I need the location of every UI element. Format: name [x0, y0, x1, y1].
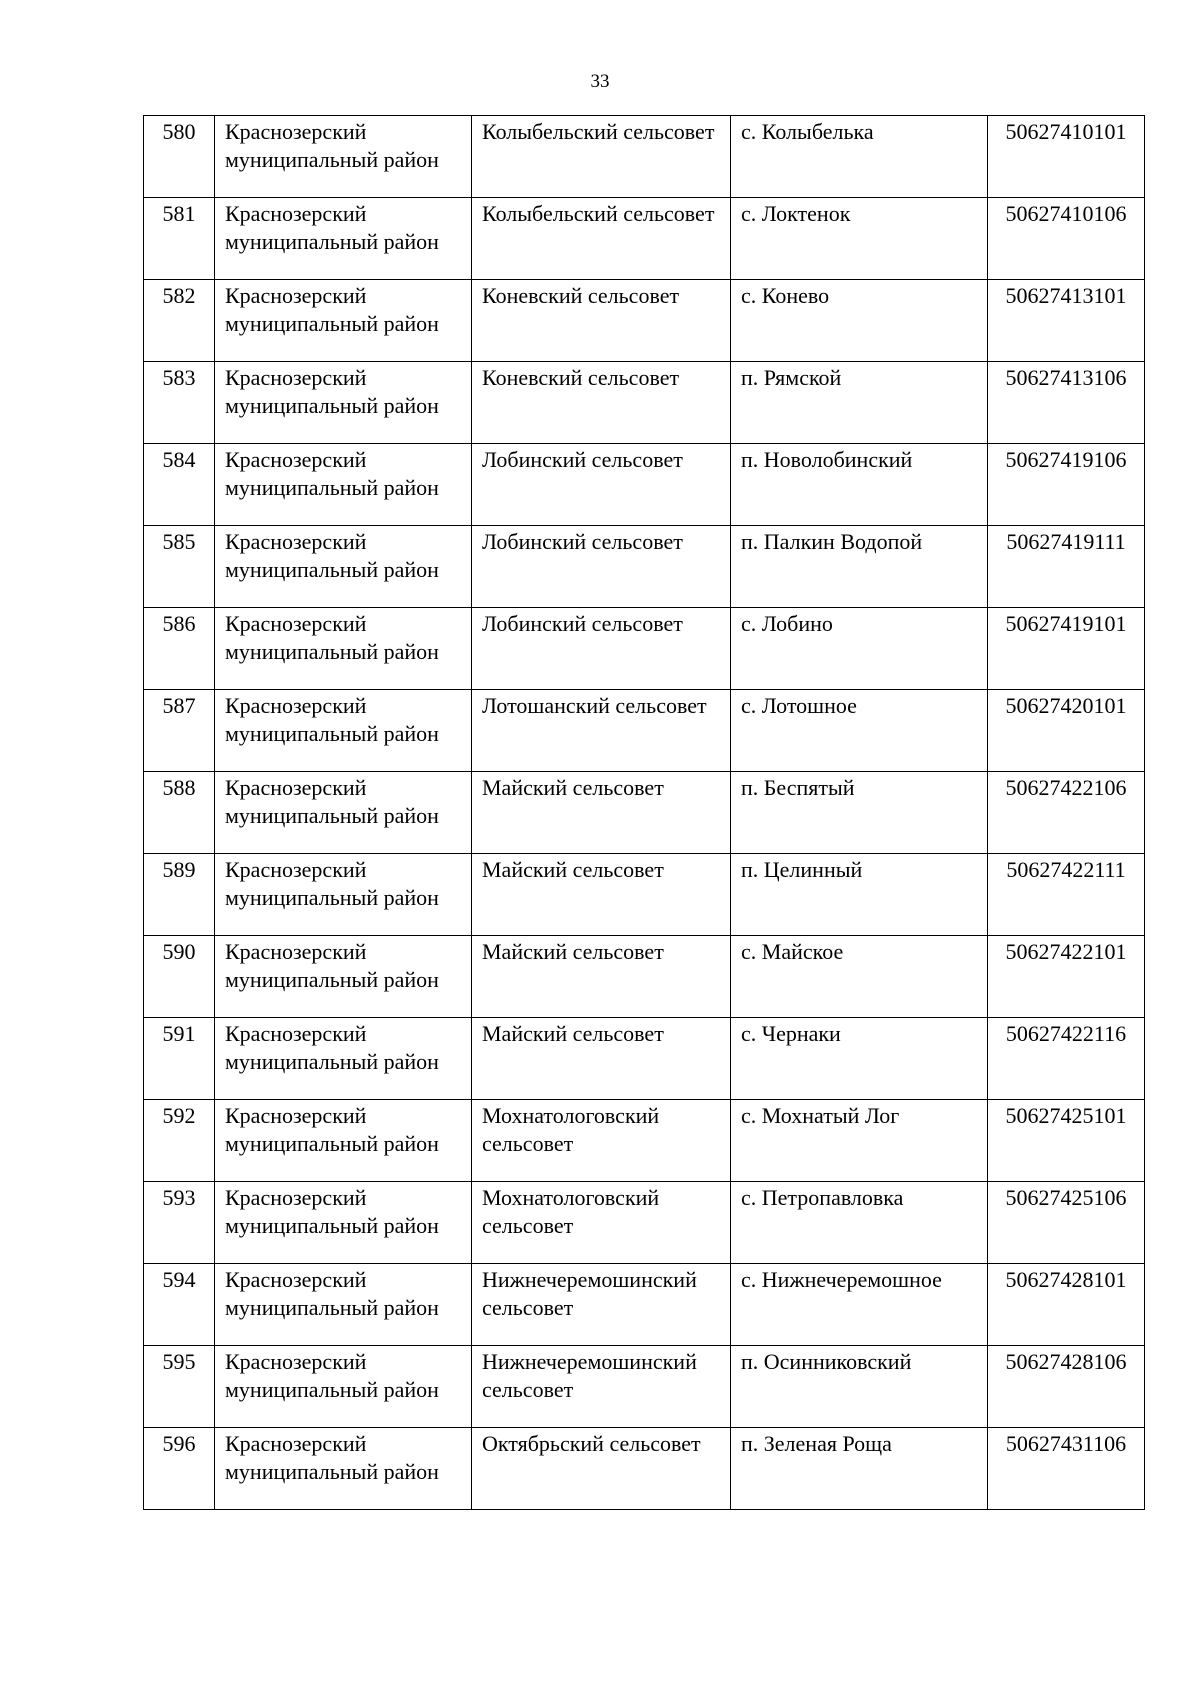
- oktmo-code-cell: 50627420101: [988, 690, 1145, 772]
- row-number-cell: 587: [144, 690, 215, 772]
- district-name-cell: Краснозерский муниципальный район: [215, 1428, 472, 1510]
- council-name-cell: Колыбельский сельсовет: [472, 198, 731, 280]
- table-row: [144, 1264, 1145, 1346]
- table-row: [144, 198, 1145, 280]
- table-row: [144, 1428, 1145, 1510]
- locality-name-cell: с. Чернаки: [731, 1018, 988, 1100]
- oktmo-code-cell: 50627419101: [988, 608, 1145, 690]
- locality-name-cell: п. Целинный: [731, 854, 988, 936]
- table-row: [144, 1100, 1145, 1182]
- locality-name-cell: п. Зеленая Роща: [731, 1428, 988, 1510]
- council-name-cell: Нижнечеремошинский сельсовет: [472, 1346, 731, 1428]
- settlements-table-body: [144, 116, 1145, 1510]
- oktmo-code-cell: 50627413101: [988, 280, 1145, 362]
- oktmo-code-cell: 50627431106: [988, 1428, 1145, 1510]
- page-number: 33: [590, 71, 610, 92]
- locality-name-cell: с. Петропавловка: [731, 1182, 988, 1264]
- district-name-cell: Краснозерский муниципальный район: [215, 772, 472, 854]
- locality-name-cell: п. Палкин Водопой: [731, 526, 988, 608]
- council-name-cell: Лотошанский сельсовет: [472, 690, 731, 772]
- table-row: [144, 936, 1145, 1018]
- table-row: [144, 1182, 1145, 1264]
- district-name-cell: Краснозерский муниципальный район: [215, 198, 472, 280]
- row-number-cell: 593: [144, 1182, 215, 1264]
- oktmo-code-cell: 50627422101: [988, 936, 1145, 1018]
- row-number-cell: 585: [144, 526, 215, 608]
- district-name-cell: Краснозерский муниципальный район: [215, 854, 472, 936]
- table-row: [144, 116, 1145, 198]
- oktmo-code-cell: 50627428101: [988, 1264, 1145, 1346]
- table-row: [144, 526, 1145, 608]
- council-name-cell: Лобинский сельсовет: [472, 608, 731, 690]
- district-name-cell: Краснозерский муниципальный район: [215, 1182, 472, 1264]
- locality-name-cell: с. Локтенок: [731, 198, 988, 280]
- table-row: [144, 608, 1145, 690]
- locality-name-cell: с. Мохнатый Лог: [731, 1100, 988, 1182]
- table-row: [144, 1018, 1145, 1100]
- table-row: [144, 444, 1145, 526]
- table-row: [144, 1346, 1145, 1428]
- row-number-cell: 594: [144, 1264, 215, 1346]
- row-number-cell: 584: [144, 444, 215, 526]
- locality-name-cell: п. Осинниковский: [731, 1346, 988, 1428]
- locality-name-cell: с. Лотошное: [731, 690, 988, 772]
- table-row: [144, 280, 1145, 362]
- row-number-cell: 591: [144, 1018, 215, 1100]
- settlements-table: [143, 115, 1145, 1510]
- oktmo-code-cell: 50627425106: [988, 1182, 1145, 1264]
- row-number-cell: 596: [144, 1428, 215, 1510]
- row-number-cell: 580: [144, 116, 215, 198]
- council-name-cell: Лобинский сельсовет: [472, 444, 731, 526]
- council-name-cell: Мохнатологовский сельсовет: [472, 1100, 731, 1182]
- row-number-cell: 595: [144, 1346, 215, 1428]
- row-number-cell: 590: [144, 936, 215, 1018]
- oktmo-code-cell: 50627413106: [988, 362, 1145, 444]
- district-name-cell: Краснозерский муниципальный район: [215, 1264, 472, 1346]
- district-name-cell: Краснозерский муниципальный район: [215, 116, 472, 198]
- locality-name-cell: с. Колыбелька: [731, 116, 988, 198]
- oktmo-code-cell: 50627422116: [988, 1018, 1145, 1100]
- locality-name-cell: с. Лобино: [731, 608, 988, 690]
- oktmo-code-cell: 50627410101: [988, 116, 1145, 198]
- council-name-cell: Майский сельсовет: [472, 936, 731, 1018]
- row-number-cell: 589: [144, 854, 215, 936]
- council-name-cell: Лобинский сельсовет: [472, 526, 731, 608]
- oktmo-code-cell: 50627419111: [988, 526, 1145, 608]
- row-number-cell: 583: [144, 362, 215, 444]
- locality-name-cell: п. Беспятый: [731, 772, 988, 854]
- row-number-cell: 586: [144, 608, 215, 690]
- oktmo-code-cell: 50627410106: [988, 198, 1145, 280]
- locality-name-cell: с. Майское: [731, 936, 988, 1018]
- district-name-cell: Краснозерский муниципальный район: [215, 1018, 472, 1100]
- table-row: [144, 362, 1145, 444]
- council-name-cell: Майский сельсовет: [472, 772, 731, 854]
- row-number-cell: 588: [144, 772, 215, 854]
- district-name-cell: Краснозерский муниципальный район: [215, 526, 472, 608]
- locality-name-cell: с. Нижнечеремошное: [731, 1264, 988, 1346]
- oktmo-code-cell: 50627422111: [988, 854, 1145, 936]
- district-name-cell: Краснозерский муниципальный район: [215, 1346, 472, 1428]
- table-row: [144, 772, 1145, 854]
- council-name-cell: Майский сельсовет: [472, 1018, 731, 1100]
- row-number-cell: 592: [144, 1100, 215, 1182]
- oktmo-code-cell: 50627428106: [988, 1346, 1145, 1428]
- locality-name-cell: п. Рямской: [731, 362, 988, 444]
- council-name-cell: Мохнатологовский сельсовет: [472, 1182, 731, 1264]
- council-name-cell: Колыбельский сельсовет: [472, 116, 731, 198]
- oktmo-code-cell: 50627419106: [988, 444, 1145, 526]
- district-name-cell: Краснозерский муниципальный район: [215, 1100, 472, 1182]
- oktmo-code-cell: 50627422106: [988, 772, 1145, 854]
- council-name-cell: Коневский сельсовет: [472, 362, 731, 444]
- district-name-cell: Краснозерский муниципальный район: [215, 690, 472, 772]
- district-name-cell: Краснозерский муниципальный район: [215, 362, 472, 444]
- council-name-cell: Коневский сельсовет: [472, 280, 731, 362]
- locality-name-cell: с. Конево: [731, 280, 988, 362]
- district-name-cell: Краснозерский муниципальный район: [215, 280, 472, 362]
- table-row: [144, 690, 1145, 772]
- council-name-cell: Нижнечеремошинский сельсовет: [472, 1264, 731, 1346]
- council-name-cell: Майский сельсовет: [472, 854, 731, 936]
- district-name-cell: Краснозерский муниципальный район: [215, 444, 472, 526]
- row-number-cell: 581: [144, 198, 215, 280]
- oktmo-code-cell: 50627425101: [988, 1100, 1145, 1182]
- row-number-cell: 582: [144, 280, 215, 362]
- council-name-cell: Октябрьский сельсовет: [472, 1428, 731, 1510]
- locality-name-cell: п. Новолобинский: [731, 444, 988, 526]
- table-row: [144, 854, 1145, 936]
- district-name-cell: Краснозерский муниципальный район: [215, 936, 472, 1018]
- district-name-cell: Краснозерский муниципальный район: [215, 608, 472, 690]
